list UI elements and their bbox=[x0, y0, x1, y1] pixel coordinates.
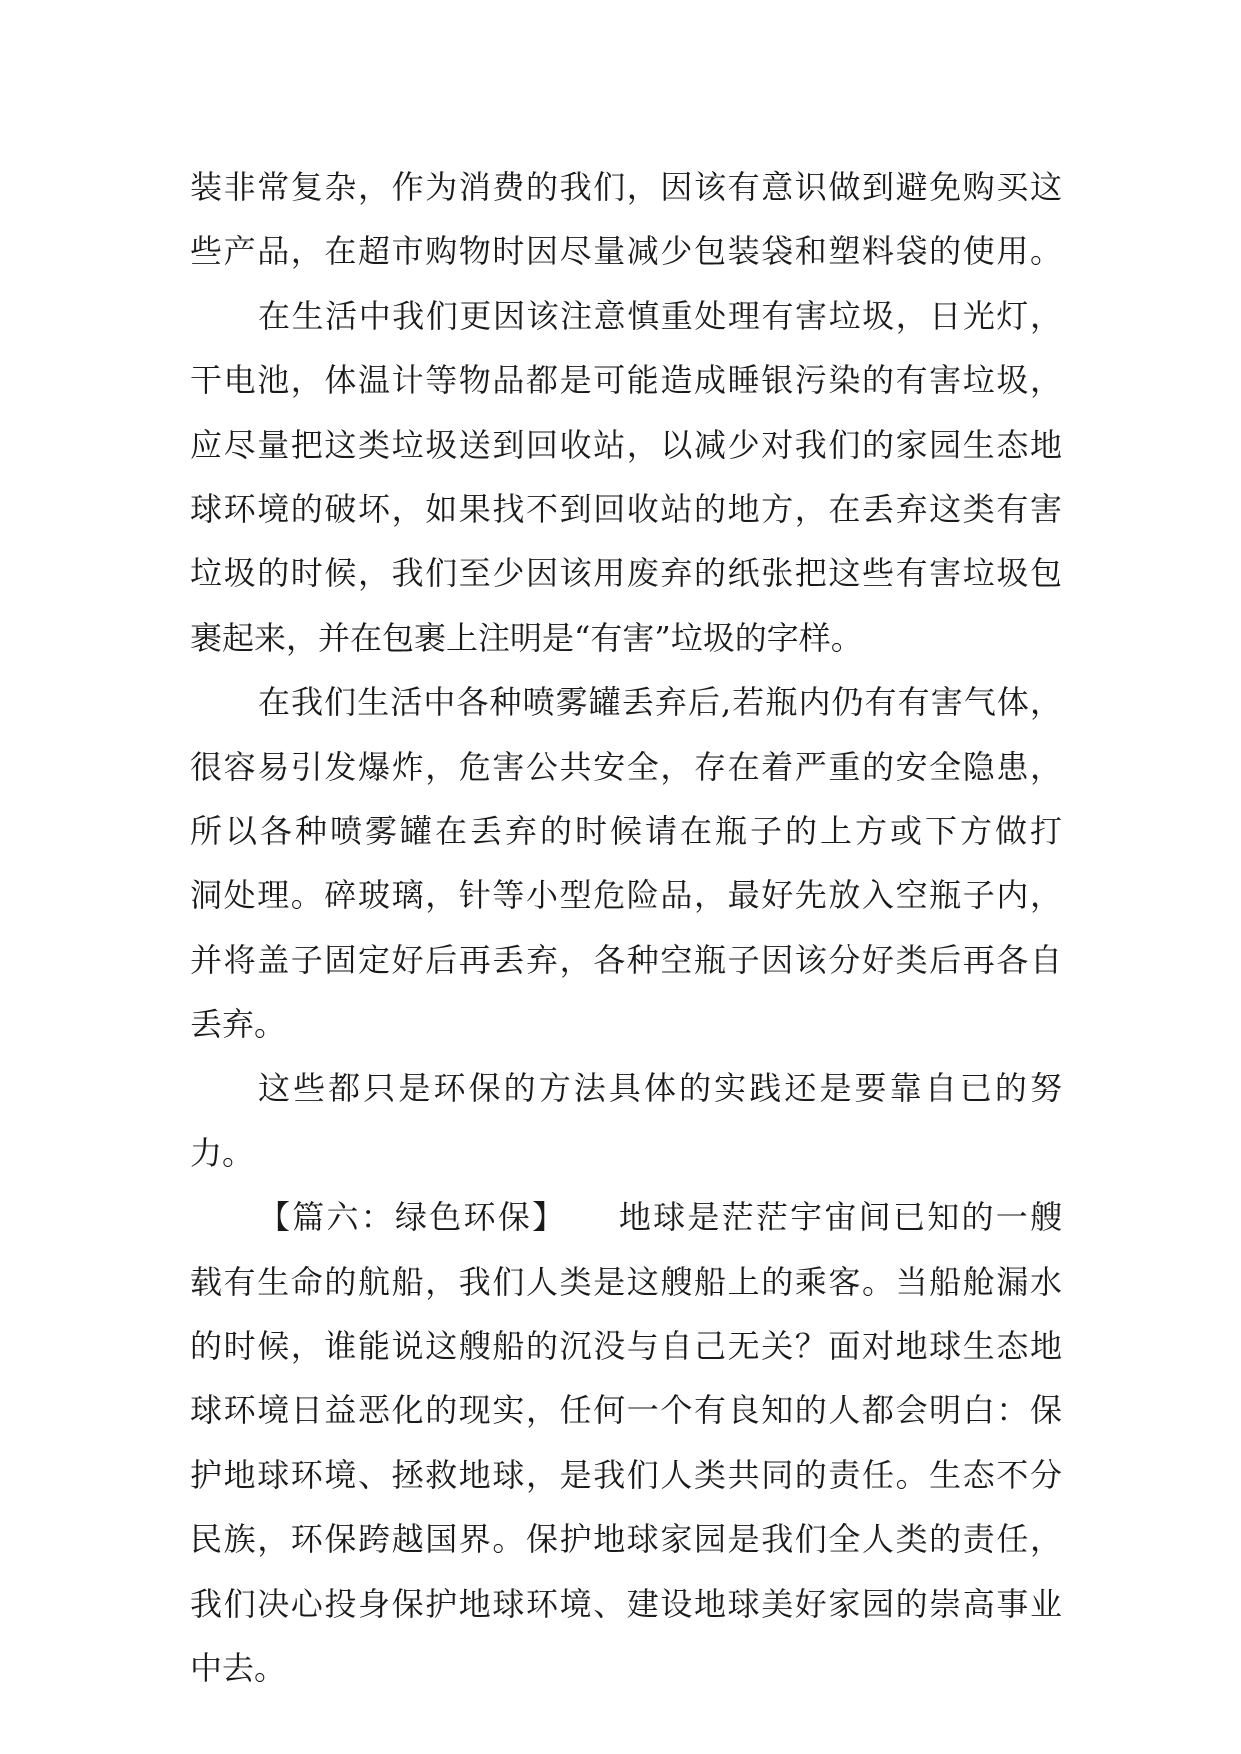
text-line: 护地球环境、拯救地球，是我们人类共同的责任。生态不分 bbox=[190, 1455, 1062, 1494]
text-line: 很容易引发爆炸，危害公共安全，存在着严重的安全隐患， bbox=[190, 747, 1062, 786]
text-line: 民族，环保跨越国界。保护地球家园是我们全人类的责任， bbox=[190, 1520, 1062, 1559]
paragraph-end-line: 中去。 bbox=[190, 1648, 287, 1687]
text-line: 装非常复杂，作为消费的我们，因该有意识做到避免购买这 bbox=[190, 168, 1062, 206]
text-line: 球环境日益恶化的现实，任何一个有良知的人都会明白：保 bbox=[190, 1391, 1062, 1430]
body-text bbox=[190, 155, 1062, 1700]
text-line: 垃圾的时候，我们至少因该用废弃的纸张把这些有害垃圾包 bbox=[190, 554, 1062, 593]
text-line: 洞处理。碎玻璃，针等小型危险品，最好先放入空瓶子内， bbox=[190, 876, 1062, 915]
section-heading-line: 【篇六：绿色环保】 地球是茫茫宇宙间已知的一艘 bbox=[258, 1198, 1062, 1237]
text-line: 我们决心投身保护地球环境、建设地球美好家园的崇高事业 bbox=[190, 1584, 1062, 1623]
text-line: 干电池，体温计等物品都是可能造成睡银污染的有害垃圾， bbox=[190, 361, 1062, 400]
paragraph-start-line: 在我们生活中各种喷雾罐丢弃后,若瓶内仍有有害气体， bbox=[258, 683, 1062, 722]
text-line: 应尽量把这类垃圾送到回收站，以减少对我们的家园生态地 bbox=[190, 425, 1062, 464]
text-line: 并将盖子固定好后再丢弃，各种空瓶子因该分好类后再各自 bbox=[190, 940, 1062, 979]
text-line: 所以各种喷雾罐在丢弃的时候请在瓶子的上方或下方做打 bbox=[190, 811, 1062, 850]
text-line: 的时候，谁能说这艘船的沉没与自己无关？面对地球生态地 bbox=[190, 1327, 1062, 1366]
text-line: 载有生命的航船，我们人类是这艘船上的乘客。当船舱漏水 bbox=[190, 1262, 1062, 1301]
paragraph-end-line: 裹起来，并在包裹上注明是“有害”垃圾的字样。 bbox=[190, 618, 863, 657]
text-line: 球环境的破坏，如果找不到回收站的地方，在丢弃这类有害 bbox=[190, 489, 1062, 528]
paragraph-start-line: 这些都只是环保的方法具体的实践还是要靠自已的努 bbox=[258, 1069, 1062, 1108]
paragraph-end-line: 丢弃。 bbox=[190, 1005, 287, 1044]
paragraph-end-line: 力。 bbox=[190, 1133, 255, 1172]
text-line: 些产品，在超市购物时因尽量减少包装袋和塑料袋的使用。 bbox=[190, 232, 1062, 271]
paragraph-start-line: 在生活中我们更因该注意慎重处理有害垃圾，日光灯， bbox=[258, 296, 1062, 335]
